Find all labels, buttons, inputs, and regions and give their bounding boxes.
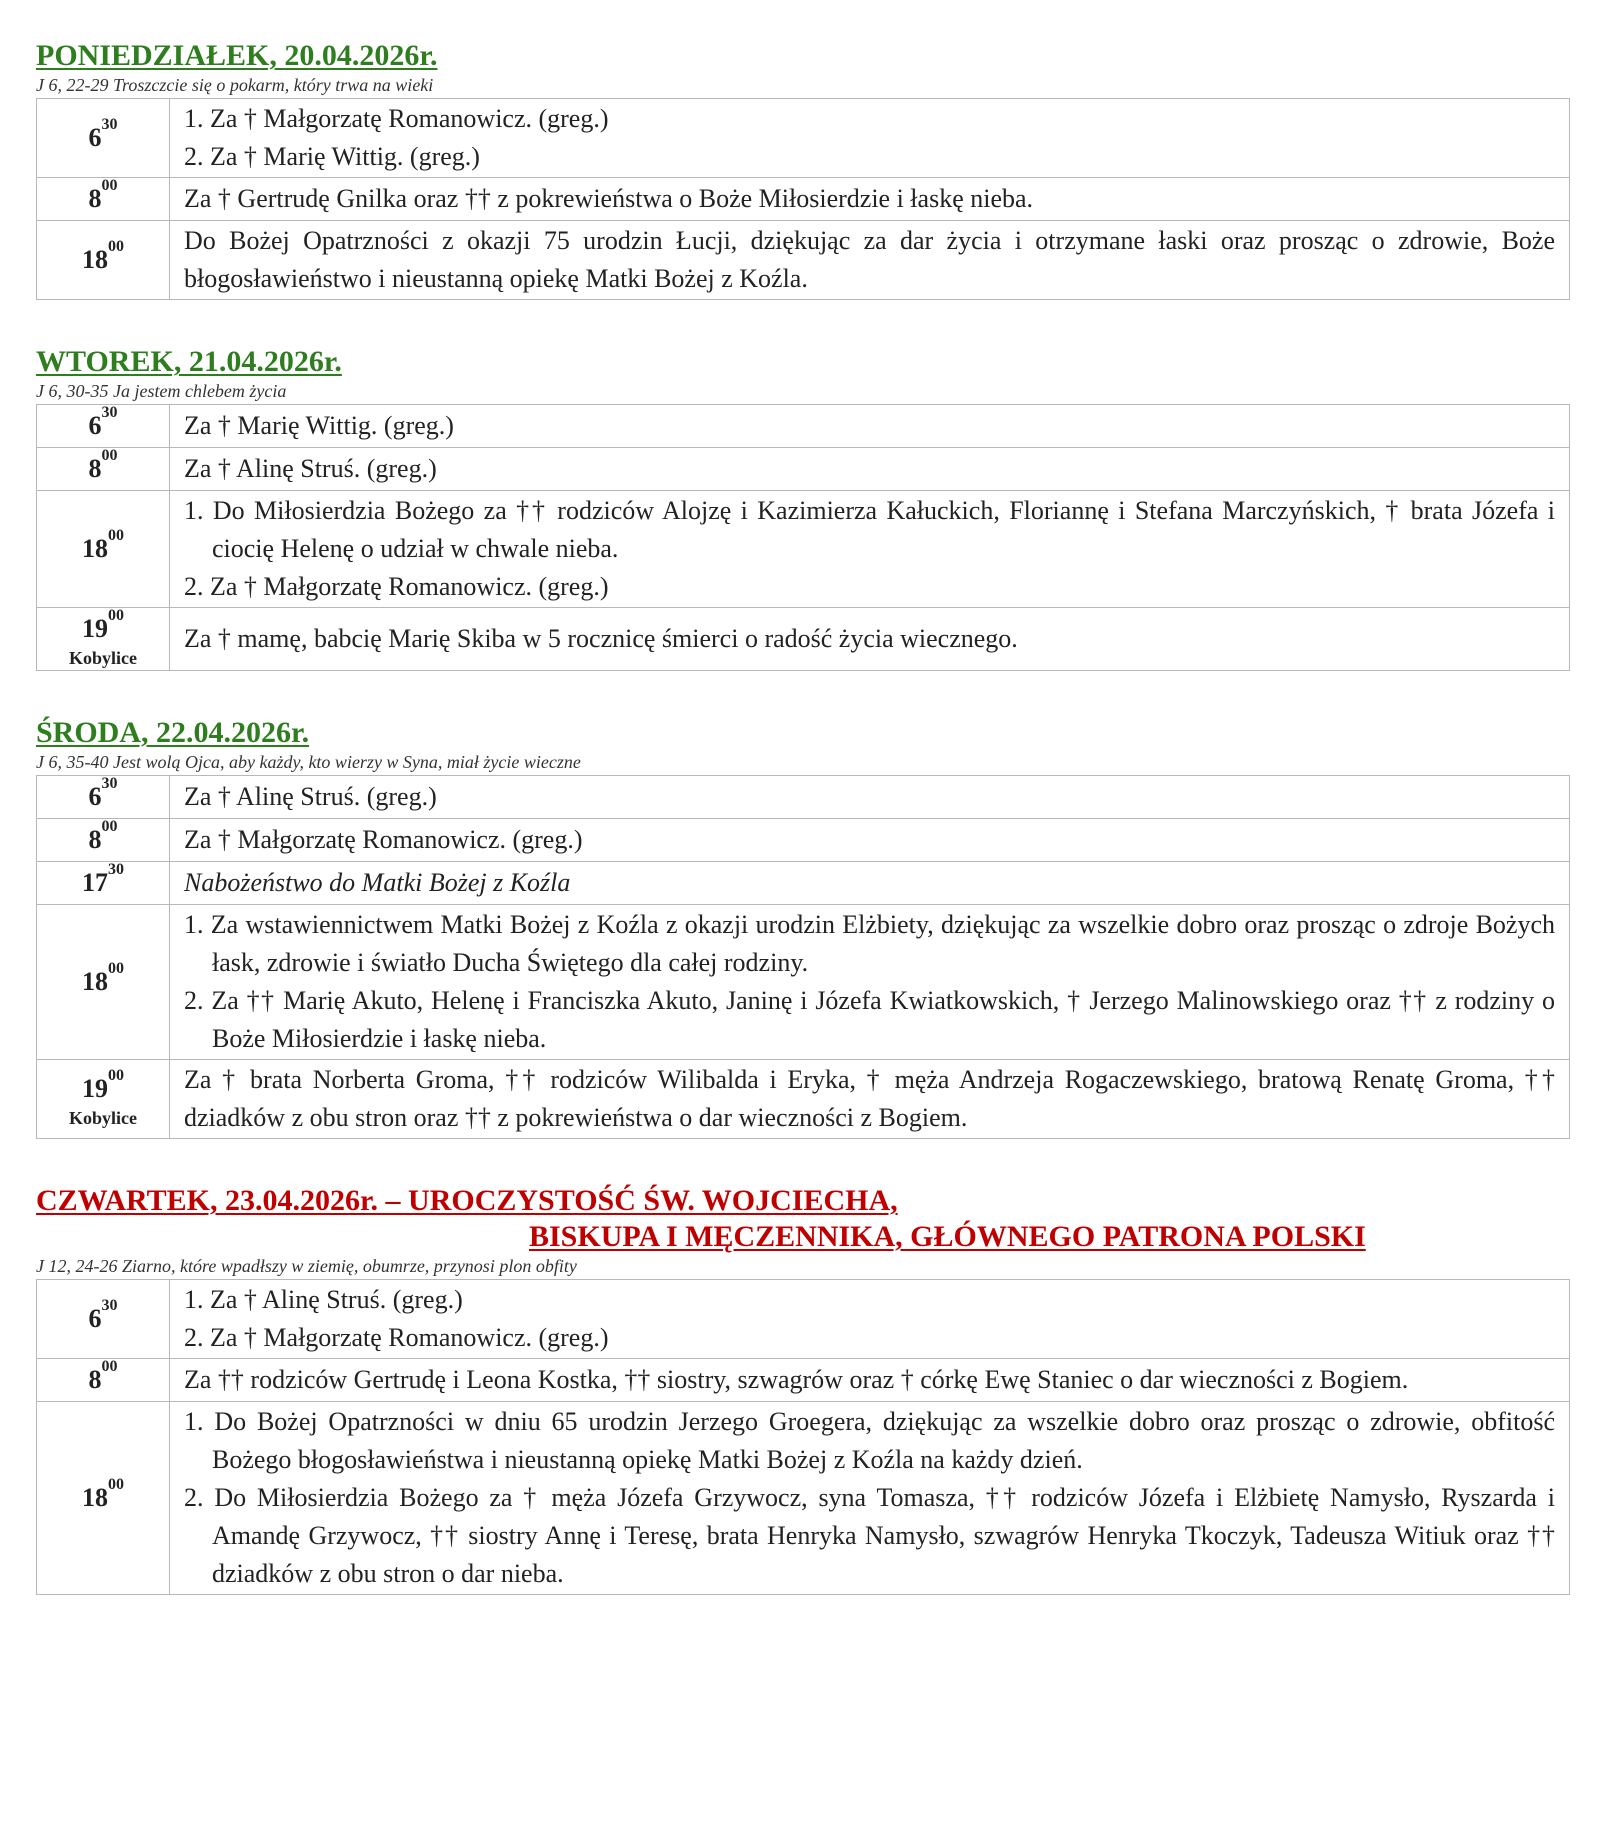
gospel-reading: J 6, 35-40 Jest wolą Ojca, aby każdy, kto wierzy w Syna, miał życie wieczne [36,752,581,772]
intention-text: Nabożeństwo do Matki Bożej z Koźla [184,868,571,897]
mass-time [37,608,170,671]
table-row [37,905,1570,1060]
intention-text: 2. Do Miłosierdzia Bożego za † męża Józefa Grzywocz, syna Tomasza, †† rodziców Józefa i Elżbietę Namysło, Ryszarda i Amandę Grzywocz, †† siostry Annę i Teresę, brata Henryka Namysło, szwagrów Henryka Tkoczyk, Tadeusza Witiuk oraz †† dziadków z obu stron o dar nieba. [184,1483,1555,1588]
table-row [37,491,1570,608]
mass-intentions [170,99,1570,178]
table-row [37,776,1570,819]
table-row [37,1359,1570,1402]
mass-intentions [170,608,1570,671]
mass-time [37,448,170,491]
day-section [36,38,1576,300]
mass-time [37,862,170,905]
mass-hour: 6 [88,1304,102,1333]
day-title [36,715,1576,751]
intention-text: Za † Małgorzatę Romanowicz. (greg.) [184,825,583,854]
day-title-line: CZWARTEK, 23.04.2026r. – UROCZYSTOŚĆ ŚW. WOJCIECHA, [36,1184,898,1217]
mass-minute: 00 [101,818,118,835]
table-row [37,819,1570,862]
mass-minute: 30 [101,404,118,421]
mass-time [37,491,170,608]
mass-hour: 19 [82,614,108,643]
mass-intentions [170,819,1570,862]
mass-time [37,1359,170,1402]
mass-minute: 00 [108,960,124,977]
mass-intentions [170,862,1570,905]
mass-hour: 8 [88,825,102,854]
mass-hour: 8 [88,184,102,213]
mass-intentions [170,178,1570,221]
mass-hour: 18 [82,245,108,274]
mass-time [37,905,170,1060]
intention-text: 1. Do Bożej Opatrzności w dniu 65 urodzin Jerzego Groegera, dziękując za wszelkie dobro oraz prosząc o zdrowie, obfitość Bożego błogosławieństwa i nieustanną opiekę Matki Bożej z Koźla na każdy dzień. [184,1407,1555,1474]
mass-minute: 00 [108,527,124,544]
mass-hour: 8 [88,454,102,483]
mass-hour: 19 [82,1074,108,1103]
intention-text: Do Bożej Opatrzności z okazji 75 urodzin Łucji, dziękując za dar życia i otrzymane łaski oraz prosząc o zdrowie, Boże błogosławieństwo i nieustanną opiekę Matki Bożej z Koźla. [184,226,1555,293]
gospel-reading: J 6, 30-35 Ja jestem chlebem życia [36,381,287,401]
mass-intentions [170,1060,1570,1139]
mass-time [37,1402,170,1595]
mass-location: Kobylice [69,1108,137,1128]
mass-intentions [170,405,1570,448]
mass-hour: 17 [82,868,108,897]
mass-minute: 30 [101,116,118,133]
mass-minute: 00 [108,607,124,624]
mass-intentions [170,1359,1570,1402]
mass-hour: 6 [88,123,102,152]
mass-minute: 30 [101,1297,118,1314]
mass-intentions [170,905,1570,1060]
mass-minute: 30 [101,775,118,792]
intention-text: Za † Gertrudę Gnilka oraz †† z pokrewieństwa o Boże Miłosierdzie i łaskę nieba. [184,184,1034,213]
mass-hour: 6 [88,411,102,440]
mass-minute: 00 [101,447,118,464]
table-row [37,405,1570,448]
mass-table [36,98,1570,300]
day-title [36,38,1576,74]
day-title-line: WTOREK, 21.04.2026r. [36,345,342,378]
mass-table [36,404,1570,671]
mass-intentions [170,221,1570,300]
day-section [36,344,1576,671]
mass-hour: 6 [88,782,102,811]
day-section [36,715,1576,1139]
table-row [37,221,1570,300]
day-title [36,1183,1576,1255]
intention-text: Za † brata Norberta Groma, †† rodziców Wilibalda i Eryka, † męża Andrzeja Rogaczewskiego, bratową Renatę Groma, †† dziadków z obu stron oraz †† z pokrewieństwa o dar wieczności z Bogiem. [184,1065,1555,1132]
mass-hour: 8 [88,1365,102,1394]
intention-text: 2. Za †† Marię Akuto, Helenę i Franciszka Akuto, Janinę i Józefa Kwiatkowskich, † Jerzego Malinowskiego oraz †† z rodziny o Boże Miłosierdzie i łaskę nieba. [184,986,1555,1053]
table-row [37,448,1570,491]
intention-text: Za † Alinę Struś. (greg.) [184,454,437,483]
mass-intentions [170,1402,1570,1595]
gospel-reading: J 6, 22-29 Troszczcie się o pokarm, który trwa na wieki [36,75,434,95]
mass-hour: 18 [82,534,108,563]
mass-minute: 00 [108,1476,124,1493]
table-row [37,1060,1570,1139]
intention-text: Za †† rodziców Gertrudę i Leona Kostka, †† siostry, szwagrów oraz † córkę Ewę Staniec o dar wieczności z Bogiem. [184,1365,1409,1394]
day-title-line-2: BISKUPA I MĘCZENNIKA, GŁÓWNEGO PATRONA POLSKI [529,1220,1366,1253]
mass-minute: 00 [101,177,118,194]
table-row [37,99,1570,178]
table-row [37,1280,1570,1359]
mass-location: Kobylice [69,648,137,668]
mass-table [36,1279,1570,1595]
table-row [37,862,1570,905]
mass-time [37,776,170,819]
intention-text: 1. Za † Małgorzatę Romanowicz. (greg.) [184,104,609,133]
intention-text: 2. Za † Małgorzatę Romanowicz. (greg.) [184,572,609,601]
mass-table [36,775,1570,1139]
mass-time [37,221,170,300]
mass-time [37,819,170,862]
intention-text: 1. Do Miłosierdzia Bożego za †† rodziców Alojzę i Kazimierza Kałuckich, Floriannę i Stefana Marczyńskich, † brata Józefa i ciocię Helenę o udział w chwale nieba. [184,496,1555,563]
intention-text: 2. Za † Marię Wittig. (greg.) [184,142,480,171]
mass-time [37,99,170,178]
table-row [37,178,1570,221]
mass-minute: 30 [108,861,124,878]
intention-text: Za † Marię Wittig. (greg.) [184,411,454,440]
intention-text: 1. Za † Alinę Struś. (greg.) [184,1285,463,1314]
day-title-line: ŚRODA, 22.04.2026r. [36,716,310,749]
intention-text: 2. Za † Małgorzatę Romanowicz. (greg.) [184,1323,609,1352]
mass-time [37,1280,170,1359]
mass-time [37,1060,170,1139]
table-row [37,608,1570,671]
day-section [36,1183,1576,1595]
gospel-reading: J 12, 24-26 Ziarno, które wpadłszy w ziemię, obumrze, przynosi plon obfity [36,1256,577,1276]
day-title [36,344,1576,380]
table-row [37,1402,1570,1595]
intention-text: Za † Alinę Struś. (greg.) [184,782,437,811]
intention-text: 1. Za wstawiennictwem Matki Bożej z Koźla z okazji urodzin Elżbiety, dziękując za wszelkie dobro oraz prosząc o zdroje Bożych łask, zdrowie i światło Ducha Świętego dla całej rodziny. [184,910,1555,977]
mass-intentions [170,776,1570,819]
mass-time [37,405,170,448]
intention-text: Za † mamę, babcię Marię Skiba w 5 rocznicę śmierci o radość życia wiecznego. [184,624,1018,653]
mass-intentions [170,491,1570,608]
mass-hour: 18 [82,1483,108,1512]
mass-intentions [170,448,1570,491]
mass-intentions [170,1280,1570,1359]
mass-time [37,178,170,221]
mass-minute: 00 [108,238,124,255]
mass-minute: 00 [101,1358,118,1375]
day-title-line: PONIEDZIAŁEK, 20.04.2026r. [36,39,438,72]
mass-hour: 18 [82,967,108,996]
mass-minute: 00 [108,1067,124,1084]
